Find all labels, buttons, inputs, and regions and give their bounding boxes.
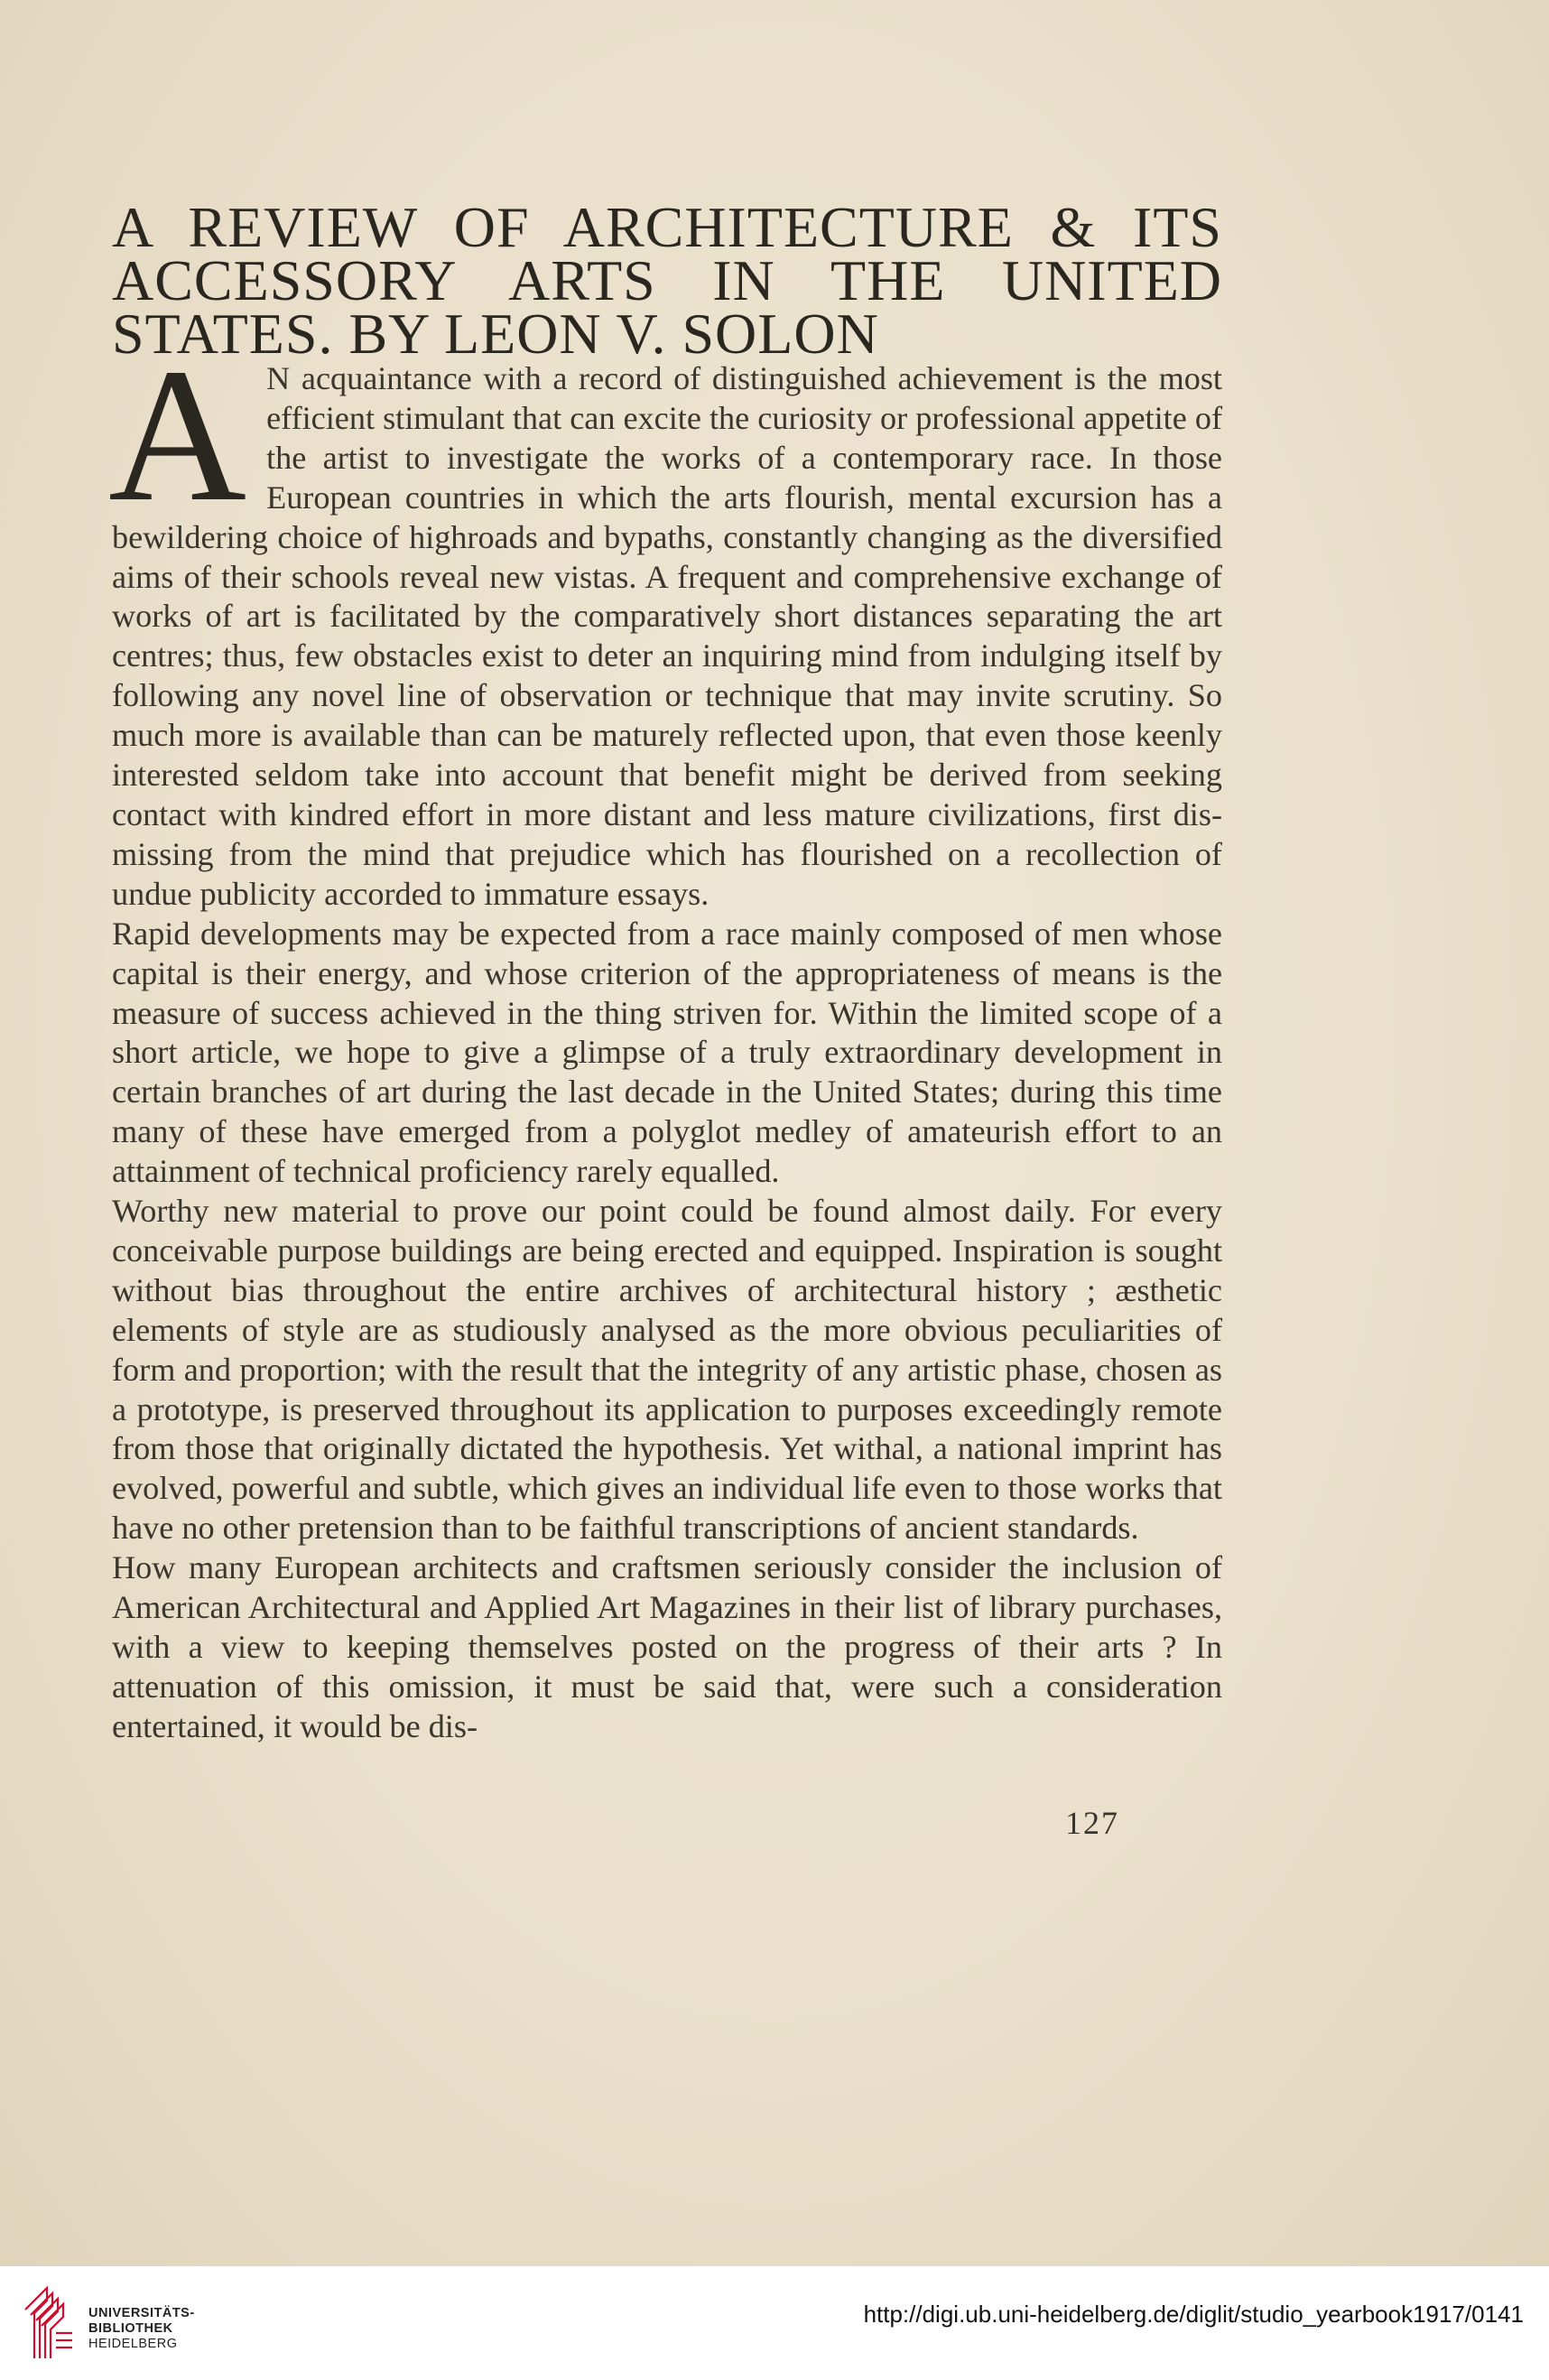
- paragraph-2: Rapid developments may be expected from a race mainly composed of men whose capital is their energy, and whose criterion of the appropriateness of means is the measure of success achieved in the thing striven for. Within the limited scope of a short article, we hope to give a glimpse of a truly extraordinary development in certain branches of art during the last decade in the United States; during this time many of these have emerged from a polyglot medley of amateurish effort to an attainment of technical proficiency rarely equalled.: [112, 915, 1222, 1190]
- heidelberg-library-logo-icon: [20, 2282, 79, 2364]
- logo-line-3: HEIDELBERG: [88, 2337, 178, 2351]
- title-line-1: A REVIEW OF ARCHITECTURE & ITS: [112, 195, 1222, 259]
- logo-line-2: BIBLIOTHEK: [88, 2321, 173, 2336]
- library-logo[interactable]: [20, 2282, 291, 2369]
- page-number: 127: [1065, 1805, 1119, 1841]
- title-line-2: ACCESSORY ARTS IN THE UNITED: [112, 248, 1222, 312]
- article-title: [112, 195, 1222, 366]
- logo-line-1: UNIVERSITÄTS-: [88, 2306, 195, 2320]
- paragraph-4: How many European architects and craftsmen seriously consider the inclusion of American Architectural and Applied Art Magazines in their list of library purchases, with a view to keeping themselves posted on the progress of their arts ? In attenuation of this omission, it must be said that, were such a consideration entertained, it would be dis-: [112, 1549, 1222, 1744]
- drop-cap: A: [108, 329, 247, 541]
- viewer-footer: [0, 2266, 1549, 2380]
- paragraph-1-text: N acquaintance with a record of distinguished achievement is the most efficient stimulant that can excite the curiosity or professional appetite of the artist to investigate the works of a contemporary race. In those European countries in which the arts flourish, mental excursion has a bewildering choice of highroads and bypaths, constantly changing as the diversified aims of their schools reveal new vistas. A frequent and comprehensive exchange of works of art is facilitated by the comparatively short distances separating the art centres; thus, few obstacles exist to deter an inquiring mind from indulging itself by following any novel line of observation or technique that may invite scrutiny. So much more is available than can be maturely reflected upon, that even those keenly interested seldom take into account that benefit might be derived from seeking contact with kindred effort in more distant and less mature civilizations, first dismissing from the mind that prejudice which has flourished on a recollection of undue publicity accorded to immature essays.: [112, 360, 1222, 912]
- paragraph-3: Worthy new material to prove our point could be found almost daily. For every conceivable purpose buildings are being erected and equipped. Inspiration is sought without bias throughout the entire archives of architectural history ; æsthetic elements of style are as studiously analysed as the more obvious peculiarities of form and proportion; with the result that the integrity of any artistic phase, chosen as a prototype, is preserved throughout its application to purposes exceedingly remote from those that originally dictated the hypothesis. Yet withal, a national imprint has evolved, powerful and subtle, which gives an individual life even to those works that have no other pretension than to be faithful transcriptions of ancient standards.: [112, 1193, 1222, 1547]
- title-line-3: STATES. BY LEON V. SOLON: [112, 302, 879, 366]
- source-url-link[interactable]: http://digi.ub.uni-heidelberg.de/diglit/studio_yearbook1917/0141: [863, 2301, 1524, 2328]
